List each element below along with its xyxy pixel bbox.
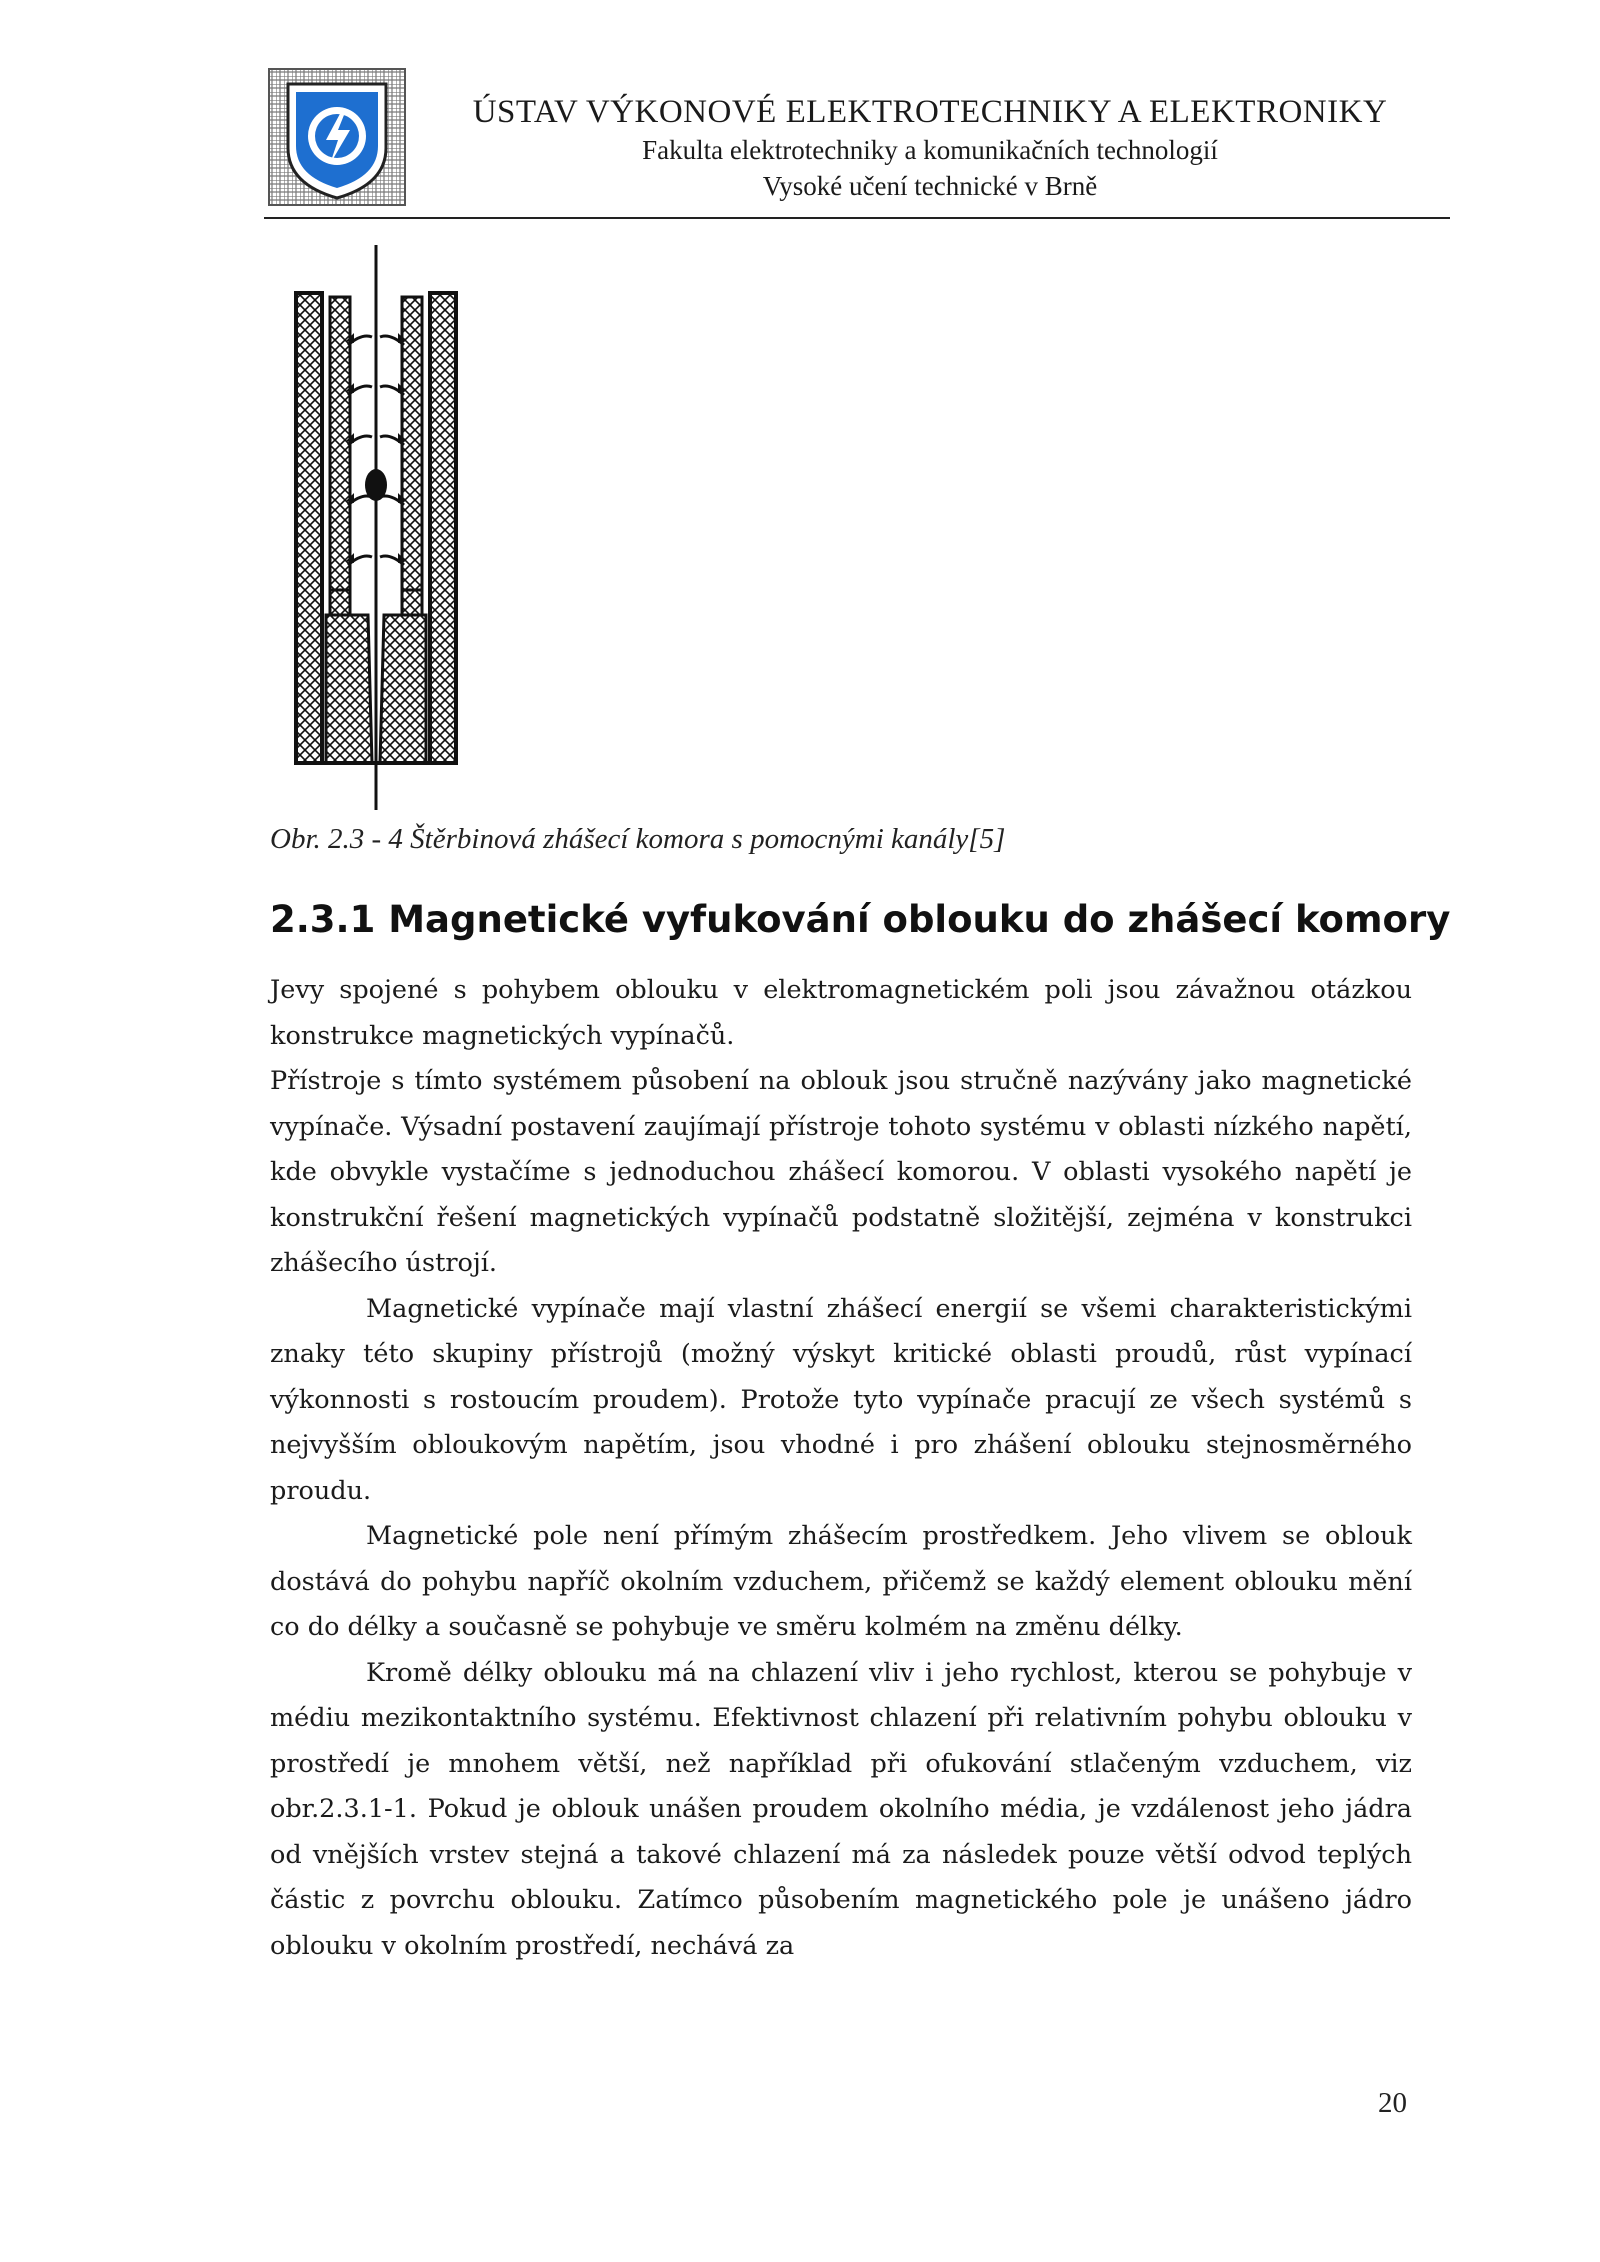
paragraph: Kromě délky oblouku má na chlazení vliv i jeho rychlost, kterou se pohybuje v médiu mezikontaktního systému. Efektivnost chlazení při relativním pohybu oblouku v prostředí je mnohem větší, než například při ofukování stlačeným vzduchem, viz obr.2.3.1-1. Pokud je oblouk unášen proudem okolního média, je vzdálenost jeho jádra od vnějších vrstev stejná a takové chlazení má za následek pouze větší odvod teplých částic z povrchu oblouku. Zatímco působením magnetického pole je unášeno jádro oblouku v okolním prostředí, nechává za — [270, 1657, 1412, 1961]
paragraph: Magnetické pole není přímým zhášecím prostředkem. Jeho vlivem se oblouk dostává do pohybu napříč okolním vzduchem, přičemž se každý element oblouku mění co do délky a současně se pohybuje ve směru kolmém na změnu délky. — [270, 1521, 1412, 1642]
header-faculty: Fakulta elektrotechniky a komunikačních technologií — [642, 135, 1218, 165]
paragraph: Magnetické vypínače mají vlastní zhášecí energií se všemi charakteristickými znaky této skupiny přístrojů (možný výskyt kritické oblasti proudů, růst vypínací výkonnosti s rostoucím proudem). Protože tyto vypínače pracují ze všech systémů s nejvyšším obloukovým napětím, jsou vhodné i pro zhášení oblouku stejnosměrného proudu. — [270, 1293, 1412, 1506]
body-text — [270, 968, 1412, 1969]
header-rule — [264, 217, 1450, 219]
section-heading: 2.3.1 Magnetické vyfukování oblouku do zhášecí komory — [270, 898, 1451, 941]
paragraph: Přístroje s tímto systémem působení na oblouk jsou stručně nazývány jako magnetické vypínače. Výsadní postavení zaujímají přístroje tohoto systému v oblasti nízkého napětí, kde obvykle vystačíme s jednoduchou zhášecí komorou. V oblasti vysokého napětí je konstrukční řešení magnetických vypínačů podstatně složitější, zejména v konstrukci zhášecího ústrojí. — [270, 1066, 1412, 1278]
header-institute: ÚSTAV VÝKONOVÉ ELEKTROTECHNIKY A ELEKTRONIKY — [472, 94, 1388, 130]
header-university: Vysoké učení technické v Brně — [762, 171, 1098, 201]
arc-chute-diagram — [290, 245, 480, 810]
university-logo — [268, 68, 406, 206]
figure-caption: Obr. 2.3 - 4 Štěrbinová zhášecí komora s pomocnými kanály[5] — [270, 823, 1006, 855]
paragraph: Jevy spojené s pohybem oblouku v elektromagnetickém poli jsou závažnou otázkou konstrukce magnetických vypínačů. — [270, 975, 1412, 1051]
page-number: 20 — [1378, 2087, 1407, 2119]
